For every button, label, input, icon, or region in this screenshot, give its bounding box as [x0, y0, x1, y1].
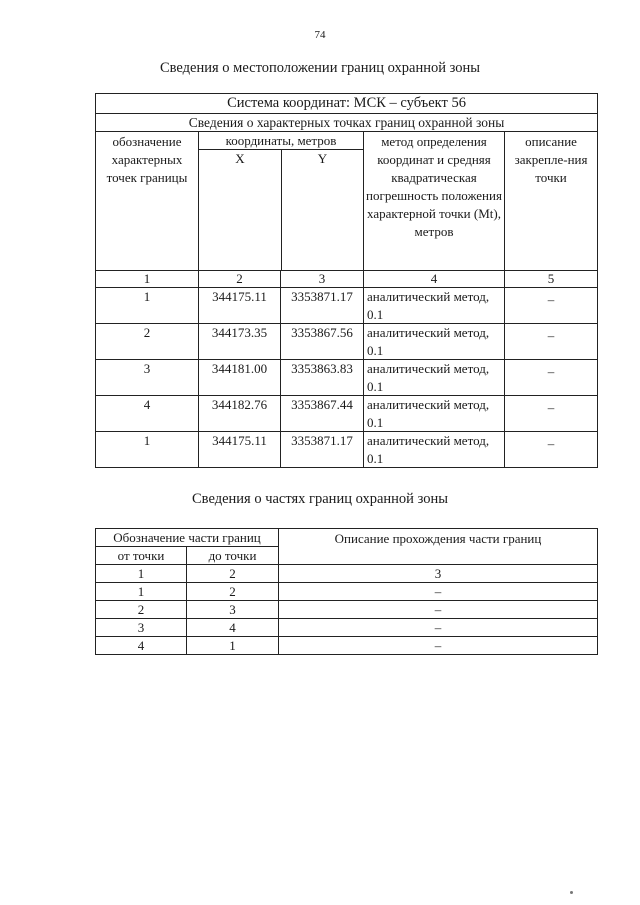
cell-from: 3: [96, 619, 187, 637]
cell-y: 3353867.44: [281, 396, 364, 432]
cell-x: 344175.11: [199, 432, 281, 468]
col-number: 1: [96, 565, 187, 583]
cell-description: –: [279, 601, 598, 619]
cell-x: 344182.76: [199, 396, 281, 432]
cell-method: аналитический метод, 0.1: [364, 432, 505, 468]
table-row: [96, 396, 598, 432]
cell-method: аналитический метод, 0.1: [364, 288, 505, 324]
col-number: 1: [96, 271, 199, 288]
page-number: 74: [314, 29, 326, 41]
cell-to: 2: [187, 583, 279, 601]
header-point: обозначение характерных точек границы: [96, 132, 199, 271]
cell-x: 344181.00: [199, 360, 281, 396]
cell-y: 3353863.83: [281, 360, 364, 396]
column-numbers-row: [96, 565, 598, 583]
parts-section-title: Сведения о частях границ охранной зоны: [192, 491, 448, 507]
col-number: 2: [199, 271, 281, 288]
cell-description: –: [505, 396, 598, 432]
cell-description: –: [505, 324, 598, 360]
table-row: [96, 324, 598, 360]
cell-description: –: [279, 619, 598, 637]
header-method: метод определения координат и средняя квадратическая погрешность положения характерной точки (Mt), метров: [364, 132, 505, 271]
scan-mark: [570, 891, 573, 894]
col-number: 3: [281, 271, 364, 288]
col-number: 5: [505, 271, 598, 288]
cell-y: 3353871.17: [281, 432, 364, 468]
cell-description: –: [505, 288, 598, 324]
cell-description: –: [279, 583, 598, 601]
cell-method: аналитический метод, 0.1: [364, 324, 505, 360]
cell-point: 2: [96, 324, 199, 360]
cell-from: 2: [96, 601, 187, 619]
table-row: [96, 288, 598, 324]
header-x: X: [199, 150, 282, 270]
cell-point: 1: [96, 432, 199, 468]
table-row: [96, 360, 598, 396]
table-row: [96, 637, 598, 655]
header-coordinates-label: координаты, метров: [199, 132, 363, 150]
table-row: [96, 432, 598, 468]
cell-to: 1: [187, 637, 279, 655]
col-number: 2: [187, 565, 279, 583]
boundary-parts-table: [95, 528, 598, 655]
cell-description: –: [505, 432, 598, 468]
cell-point: 3: [96, 360, 199, 396]
col-number: 4: [364, 271, 505, 288]
header-description: описание закрепле-ния точки: [505, 132, 598, 271]
header-part: Обозначение части границ: [96, 529, 279, 547]
cell-y: 3353871.17: [281, 288, 364, 324]
boundary-points-table: [95, 93, 598, 468]
header-from: от точки: [96, 547, 187, 565]
points-subheader: Сведения о характерных точках границ охранной зоны: [96, 114, 598, 132]
table-row: [96, 583, 598, 601]
cell-description: –: [279, 637, 598, 655]
cell-method: аналитический метод, 0.1: [364, 396, 505, 432]
column-numbers-row: [96, 271, 598, 288]
coordinate-system-header: Система координат: МСК – субъект 56: [96, 94, 598, 114]
header-to: до точки: [187, 547, 279, 565]
cell-method: аналитический метод, 0.1: [364, 360, 505, 396]
header-coordinates: [199, 132, 364, 271]
cell-x: 344173.35: [199, 324, 281, 360]
section-title: Сведения о местоположении границ охранной зоны: [159, 60, 480, 76]
cell-y: 3353867.56: [281, 324, 364, 360]
cell-point: 1: [96, 288, 199, 324]
col-number: 3: [279, 565, 598, 583]
cell-from: 1: [96, 583, 187, 601]
cell-description: –: [505, 360, 598, 396]
header-y: Y: [317, 151, 328, 166]
cell-x: 344175.11: [199, 288, 281, 324]
cell-to: 4: [187, 619, 279, 637]
table-row: [96, 601, 598, 619]
cell-point: 4: [96, 396, 199, 432]
cell-from: 4: [96, 637, 187, 655]
header-part-description: Описание прохождения части границ: [279, 529, 598, 565]
cell-to: 3: [187, 601, 279, 619]
table-row: [96, 619, 598, 637]
